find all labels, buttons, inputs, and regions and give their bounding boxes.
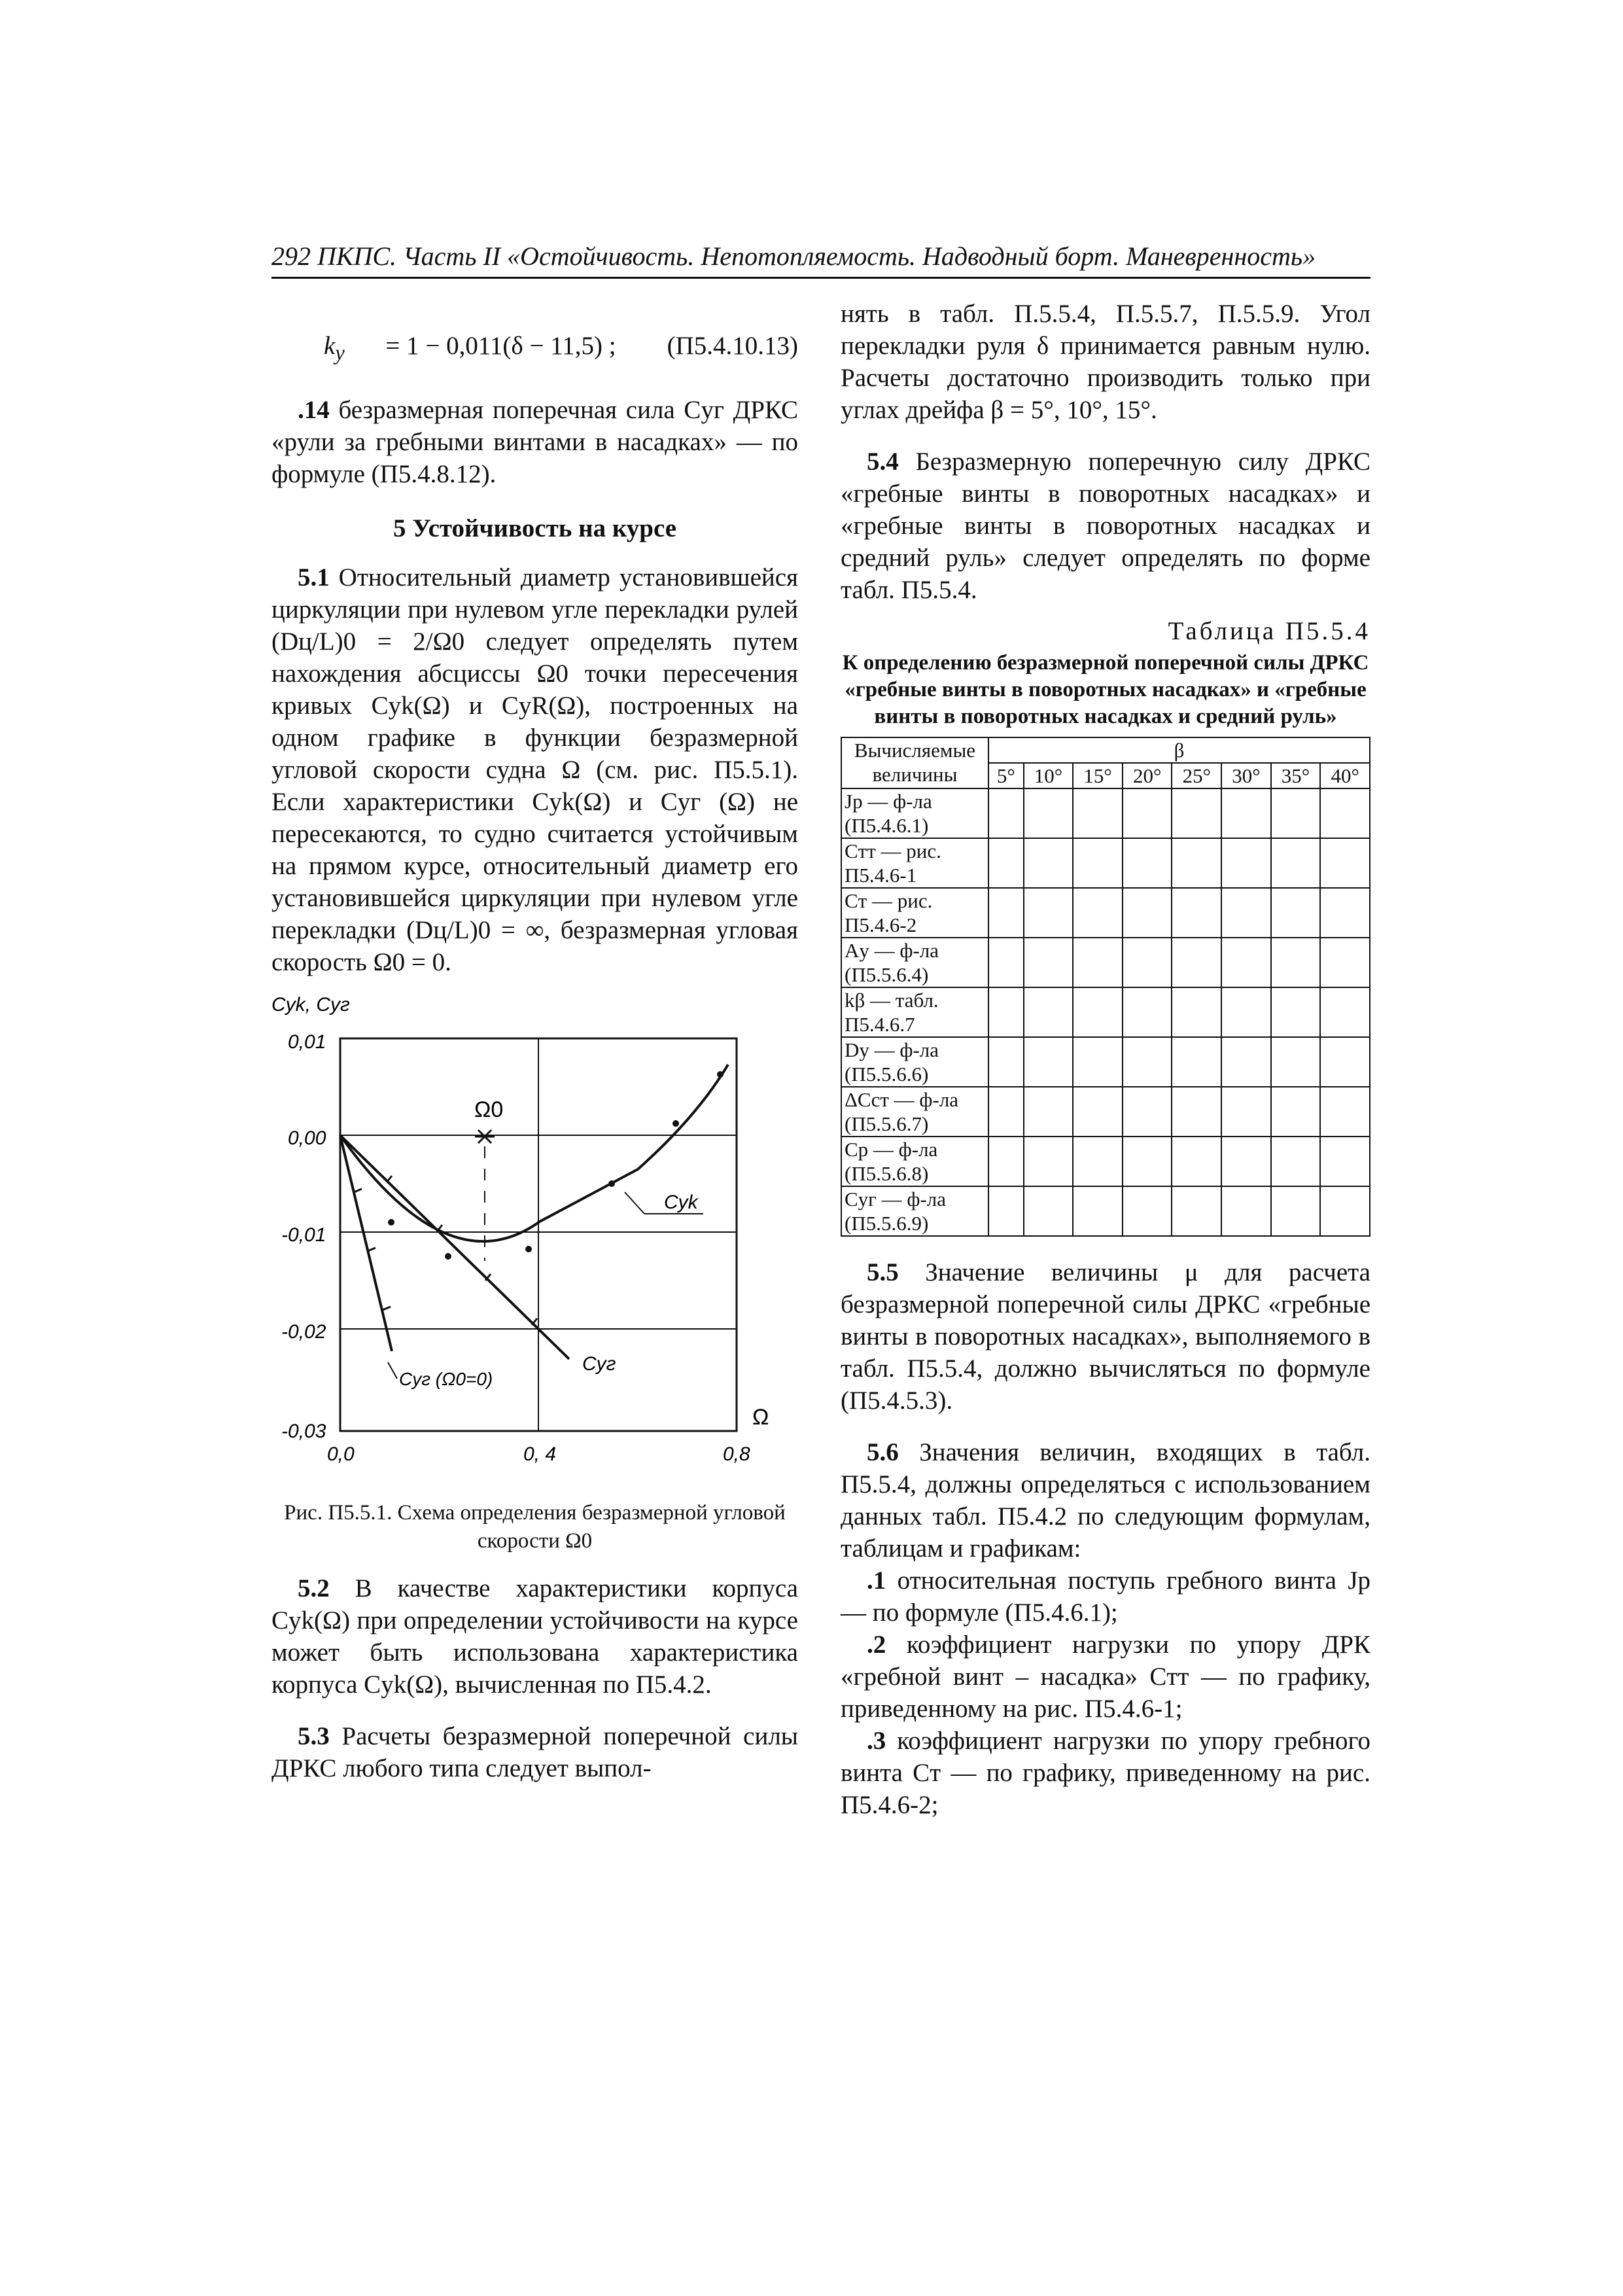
- paragraph-5-2: 5.2 В качестве характеристики корпуса Cyk(Ω) при определении устойчивости на курсе может быть использована характеристика корпуса Cyk(Ω), вычисленная по П5.4.2.: [271, 1574, 798, 1699]
- angle-25: 25°: [1172, 763, 1221, 788]
- paragraph-5-1: 5.1 Относительный диаметр установившейся циркуляции при нулевом угле перекладки рулей (Dц/L)0 = 2/Ω0 следует определять путем нахождения абсциссы Ω0 точки пересечения кривых Cyk(Ω) и CyR(Ω), построенных на одном графике в функции безразмерной угловой скорости судна Ω (см. рис. П5.5.1). Если характеристики Cyk(Ω) и Cуг (Ω) не пересекаются, то судно считается устойчивым на прямом курсе, относительный диаметр его установившейся циркуляции при нулевом угле перекладки (Dц/L)0 = ∞, безразмерная угловая скорость Ω0 = 0.: [271, 563, 798, 976]
- y-axis-label: Cyk, Cуг: [271, 994, 350, 1016]
- label-cyg0: Cуг (Ω0=0): [399, 1369, 493, 1389]
- y-tick-2: 0,00: [288, 1127, 326, 1149]
- table-row: Cт — рис. П5.4.6-2: [841, 888, 1370, 938]
- running-header: 292 ПКПС. Часть II «Остойчивость. Непотопляемость. Надводный борт. Маневренность»: [271, 241, 1370, 279]
- y-tick-5: -0,03: [281, 1421, 326, 1442]
- table-row: Aу — ф-ла (П5.5.6.4): [841, 938, 1370, 987]
- angle-35: 35°: [1271, 763, 1321, 788]
- table-label: Таблица П5.5.4: [1168, 617, 1370, 645]
- paragraph-5-3: 5.3 Расчеты безразмерной поперечной силы ДРКС любого типа следует выпол-: [271, 1722, 798, 1782]
- right-column: [841, 298, 1370, 1821]
- section-title: 5 Устойчивость на курсе: [393, 514, 677, 542]
- table-row: Cтт — рис. П5.4.6-1: [841, 838, 1370, 888]
- angle-5: 5°: [988, 763, 1024, 788]
- omega0-label: Ω0: [474, 1097, 504, 1122]
- curve-cyg: [340, 1135, 569, 1359]
- table-header-quantities: Вычисляемые величины: [841, 737, 988, 788]
- table-header-row: [841, 737, 1370, 763]
- table-row: Cр — ф-ла (П5.5.6.8): [841, 1137, 1370, 1186]
- table-header-beta: β: [988, 737, 1370, 763]
- y-tick-4: -0,02: [281, 1321, 326, 1343]
- paragraph-5-5: 5.5 Значение величины μ для расчета безразмерной поперечной силы ДРКС «гребные винты в поворотных насадках», выполняемого в табл. П5.5.4, должно вычисляться по формуле (П5.4.5.3).: [841, 1258, 1370, 1415]
- y-tick-1: 0,01: [288, 1031, 326, 1053]
- table-row: Cуг — ф-ла (П5.5.6.9): [841, 1186, 1370, 1236]
- label-cyg: Cуг: [582, 1353, 616, 1375]
- equation-ky: [271, 298, 798, 394]
- table-title: К определению безразмерной поперечной силы ДРКС «гребные винты в поворотных насадках» и «гребные винты в поворотных насадках и средний руль»: [842, 651, 1369, 728]
- equation-ref: (П5.4.10.13): [667, 332, 798, 360]
- y-tick-3: -0,01: [281, 1224, 326, 1246]
- x-tick-3: 0,8: [723, 1443, 750, 1465]
- x-tick-1: 0,0: [327, 1443, 355, 1465]
- table-row: Jр — ф-ла (П5.4.6.1): [841, 788, 1370, 838]
- paragraph-5-3-continued: нять в табл. П.5.5.4, П.5.5.7, П.5.5.9. Угол перекладки руля δ принимается равным нулю. Расчеты достаточно производить только при углах дрейфа β = 5°, 10°, 15°.: [841, 300, 1370, 424]
- equation-rhs: = 1 − 0,011(δ − 11,5) ;: [379, 332, 616, 360]
- angle-10: 10°: [1024, 763, 1073, 788]
- x-axis-label: Ω: [752, 1405, 769, 1430]
- cyg0-leader: [388, 1362, 397, 1379]
- angle-20: 20°: [1123, 763, 1172, 788]
- angle-40: 40°: [1320, 763, 1370, 788]
- list-item-3: .3 коэффициент нагрузки по упору гребного винта Cт — по графику, приведенному на рис. П5.4.6-2;: [841, 1727, 1370, 1819]
- paragraph-5-4: 5.4 Безразмерную поперечную силу ДРКС «гребные винты в поворотных насадках» и «гребные винты в поворотных насадках и средний руль» следует определять по форме табл. П5.5.4.: [841, 448, 1370, 604]
- paragraph-14: .14 безразмерная поперечная сила Cуг ДРКС «рули за гребными винтами в насадках» — по формуле (П5.4.8.12).: [271, 396, 798, 488]
- angle-15: 15°: [1073, 763, 1123, 788]
- calculation-table: [841, 737, 1370, 1237]
- curve-cyk: [340, 1065, 728, 1241]
- x-tick-2: 0, 4: [523, 1443, 557, 1465]
- omega0-star: [475, 1130, 495, 1143]
- label-cyk: Cyk: [664, 1192, 698, 1213]
- table-row: kβ — табл. П5.4.6.7: [841, 987, 1370, 1037]
- table-row: Dу — ф-ла (П5.5.6.6): [841, 1037, 1370, 1087]
- table-row: ΔCст — ф-ла (П5.5.6.7): [841, 1087, 1370, 1137]
- figure-chart: [271, 993, 798, 1490]
- equation-lhs: $k_y$: [324, 332, 345, 365]
- left-column: [271, 298, 798, 1784]
- list-item-2: .2 коэффициент нагрузки по упору ДРК «гребной винт – насадка» Cтт — по графику, приведенному на рис. П5.4.6-1;: [841, 1631, 1370, 1723]
- cyk-leader: [625, 1192, 644, 1214]
- angle-30: 30°: [1221, 763, 1271, 788]
- paragraph-5-6: 5.6 Значения величин, входящих в табл. П5.5.4, должны определяться с использованием данных табл. П5.4.2 по следующим формулам, таблицам и графикам:: [841, 1438, 1370, 1563]
- list-item-1: .1 относительная поступь гребного винта Jр — по формуле (П5.4.6.1);: [841, 1566, 1370, 1627]
- figure-caption: Рис. П5.5.1. Схема определения безразмерной угловой скорости Ω0: [284, 1501, 786, 1553]
